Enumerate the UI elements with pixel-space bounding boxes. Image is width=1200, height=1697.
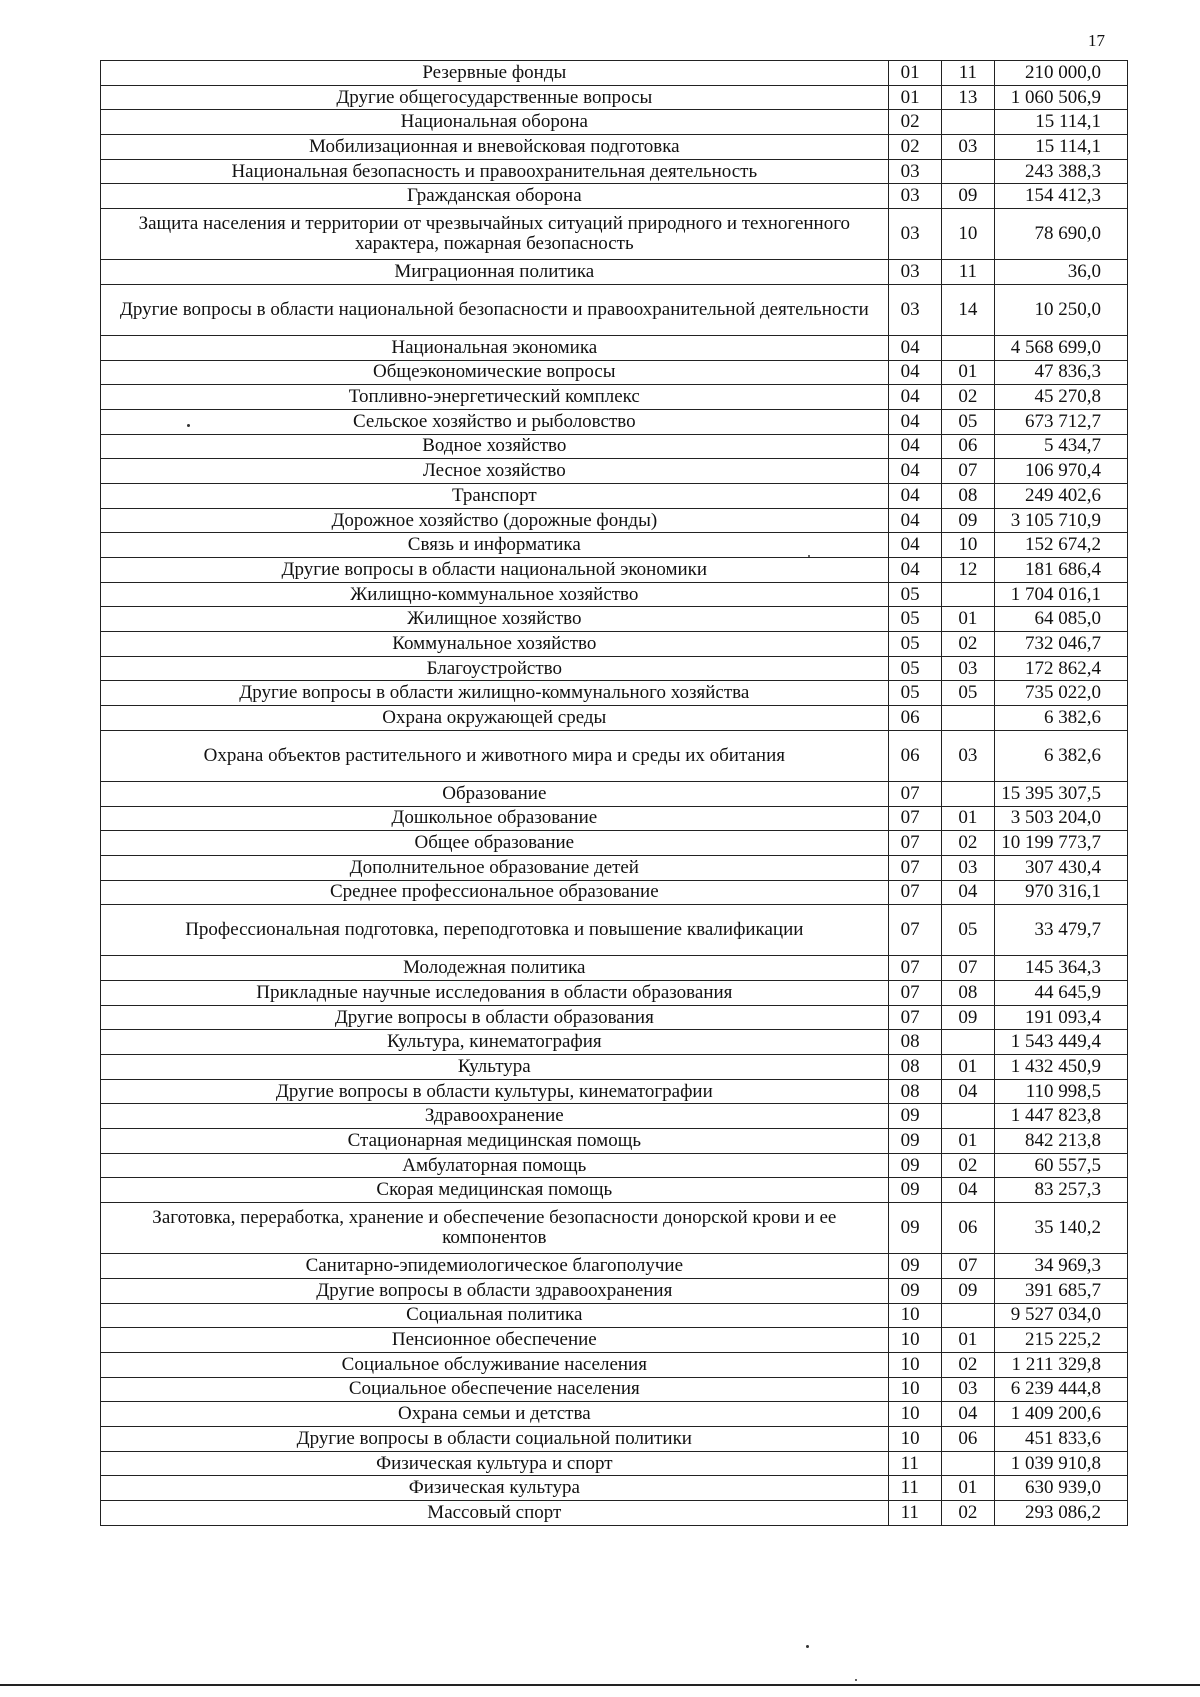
table-row: [101, 558, 1128, 583]
cell-name: Другие вопросы в области национальной экономики: [101, 558, 889, 583]
cell-amount: 10 199 773,7: [995, 831, 1128, 856]
cell-subsection: 01: [941, 806, 994, 831]
cell-name: Профессиональная подготовка, переподготовка и повышение квалификации: [101, 905, 889, 956]
cell-section: 03: [888, 159, 941, 184]
cell-subsection: [941, 1104, 994, 1129]
cell-section: 06: [888, 706, 941, 731]
cell-section: 08: [888, 1079, 941, 1104]
cell-subsection: 03: [941, 1377, 994, 1402]
table-row: [101, 956, 1128, 981]
cell-amount: 4 568 699,0: [995, 335, 1128, 360]
cell-section: 03: [888, 209, 941, 260]
cell-amount: 3 503 204,0: [995, 806, 1128, 831]
cell-section: 04: [888, 409, 941, 434]
cell-name: Массовый спорт: [101, 1501, 889, 1526]
cell-name: Связь и информатика: [101, 533, 889, 558]
cell-section: 05: [888, 632, 941, 657]
cell-section: 05: [888, 607, 941, 632]
cell-subsection: 08: [941, 980, 994, 1005]
table-row: [101, 980, 1128, 1005]
cell-section: 09: [888, 1104, 941, 1129]
table-row: [101, 385, 1128, 410]
table-row: [101, 1426, 1128, 1451]
cell-subsection: 02: [941, 831, 994, 856]
cell-subsection: 03: [941, 855, 994, 880]
cell-name: Гражданская оборона: [101, 184, 889, 209]
table-row: [101, 1352, 1128, 1377]
table-row: [101, 730, 1128, 781]
table-row: [101, 582, 1128, 607]
table-row: [101, 1005, 1128, 1030]
cell-subsection: 05: [941, 681, 994, 706]
table-row: [101, 1278, 1128, 1303]
cell-subsection: 07: [941, 1254, 994, 1279]
cell-amount: 45 270,8: [995, 385, 1128, 410]
cell-section: 04: [888, 335, 941, 360]
cell-amount: 145 364,3: [995, 956, 1128, 981]
cell-section: 04: [888, 459, 941, 484]
cell-amount: 106 970,4: [995, 459, 1128, 484]
table-row: [101, 1476, 1128, 1501]
cell-amount: 842 213,8: [995, 1129, 1128, 1154]
cell-name: Охрана окружающей среды: [101, 706, 889, 731]
cell-section: 02: [888, 110, 941, 135]
table-row: [101, 508, 1128, 533]
cell-name: Благоустройство: [101, 656, 889, 681]
cell-subsection: 01: [941, 607, 994, 632]
cell-amount: 3 105 710,9: [995, 508, 1128, 533]
cell-section: 11: [888, 1476, 941, 1501]
cell-section: 10: [888, 1377, 941, 1402]
cell-name: Дошкольное образование: [101, 806, 889, 831]
cell-section: 10: [888, 1303, 941, 1328]
cell-section: 04: [888, 533, 941, 558]
cell-name: Культура: [101, 1055, 889, 1080]
cell-amount: 1 039 910,8: [995, 1451, 1128, 1476]
cell-subsection: 05: [941, 905, 994, 956]
cell-amount: 6 239 444,8: [995, 1377, 1128, 1402]
cell-subsection: [941, 159, 994, 184]
cell-subsection: 04: [941, 880, 994, 905]
cell-subsection: 09: [941, 1005, 994, 1030]
cell-amount: 15 114,1: [995, 110, 1128, 135]
cell-section: 07: [888, 905, 941, 956]
cell-section: 09: [888, 1254, 941, 1279]
cell-section: 06: [888, 730, 941, 781]
cell-section: 04: [888, 508, 941, 533]
cell-name: Дорожное хозяйство (дорожные фонды): [101, 508, 889, 533]
cell-name: Резервные фонды: [101, 61, 889, 86]
cell-name: Транспорт: [101, 483, 889, 508]
cell-amount: 249 402,6: [995, 483, 1128, 508]
table-row: [101, 781, 1128, 806]
cell-amount: 1 447 823,8: [995, 1104, 1128, 1129]
cell-section: 05: [888, 656, 941, 681]
cell-name: Другие общегосударственные вопросы: [101, 85, 889, 110]
cell-amount: 210 000,0: [995, 61, 1128, 86]
cell-name: Охрана объектов растительного и животного мира и среды их обитания: [101, 730, 889, 781]
cell-name: Коммунальное хозяйство: [101, 632, 889, 657]
cell-name: Другие вопросы в области культуры, кинематографии: [101, 1079, 889, 1104]
cell-section: 07: [888, 980, 941, 1005]
cell-name: Стационарная медицинская помощь: [101, 1129, 889, 1154]
cell-name: Сельское хозяйство и рыболовство: [101, 409, 889, 434]
cell-section: 09: [888, 1278, 941, 1303]
table-row: [101, 1178, 1128, 1203]
cell-section: 04: [888, 360, 941, 385]
cell-amount: 1 704 016,1: [995, 582, 1128, 607]
table-row: [101, 159, 1128, 184]
cell-subsection: 14: [941, 284, 994, 335]
cell-name: Социальная политика: [101, 1303, 889, 1328]
cell-name: Национальная безопасность и правоохранительная деятельность: [101, 159, 889, 184]
cell-section: 01: [888, 61, 941, 86]
cell-name: Другие вопросы в области социальной политики: [101, 1426, 889, 1451]
cell-subsection: 01: [941, 1476, 994, 1501]
cell-amount: 64 085,0: [995, 607, 1128, 632]
cell-amount: 307 430,4: [995, 855, 1128, 880]
scan-speck: [806, 1645, 809, 1648]
table-row: [101, 409, 1128, 434]
table-row: [101, 184, 1128, 209]
cell-name: Молодежная политика: [101, 956, 889, 981]
cell-amount: 673 712,7: [995, 409, 1128, 434]
cell-subsection: 02: [941, 632, 994, 657]
cell-name: Пенсионное обеспечение: [101, 1328, 889, 1353]
cell-subsection: 01: [941, 1055, 994, 1080]
cell-subsection: [941, 781, 994, 806]
table-row: [101, 434, 1128, 459]
cell-amount: 9 527 034,0: [995, 1303, 1128, 1328]
cell-section: 10: [888, 1328, 941, 1353]
cell-subsection: 03: [941, 730, 994, 781]
cell-section: 08: [888, 1055, 941, 1080]
cell-subsection: 12: [941, 558, 994, 583]
cell-amount: 1 060 506,9: [995, 85, 1128, 110]
cell-subsection: 02: [941, 1501, 994, 1526]
cell-amount: 152 674,2: [995, 533, 1128, 558]
cell-amount: 6 382,6: [995, 706, 1128, 731]
cell-name: Лесное хозяйство: [101, 459, 889, 484]
table-row: [101, 1030, 1128, 1055]
cell-subsection: [941, 1030, 994, 1055]
cell-section: 09: [888, 1203, 941, 1254]
cell-subsection: [941, 582, 994, 607]
cell-subsection: 06: [941, 1203, 994, 1254]
table-row: [101, 1451, 1128, 1476]
table-row: [101, 1501, 1128, 1526]
cell-name: Топливно-энергетический комплекс: [101, 385, 889, 410]
cell-section: 10: [888, 1352, 941, 1377]
table-row: [101, 855, 1128, 880]
cell-subsection: 07: [941, 956, 994, 981]
cell-section: 04: [888, 434, 941, 459]
table-row: [101, 831, 1128, 856]
cell-name: Национальная экономика: [101, 335, 889, 360]
table-row: [101, 1303, 1128, 1328]
cell-name: Национальная оборона: [101, 110, 889, 135]
cell-subsection: 09: [941, 184, 994, 209]
cell-subsection: 07: [941, 459, 994, 484]
cell-section: 01: [888, 85, 941, 110]
cell-name: Дополнительное образование детей: [101, 855, 889, 880]
table-row: [101, 61, 1128, 86]
cell-name: Прикладные научные исследования в области образования: [101, 980, 889, 1005]
cell-name: Миграционная политика: [101, 260, 889, 285]
cell-name: Жилищно-коммунальное хозяйство: [101, 582, 889, 607]
cell-name: Среднее профессиональное образование: [101, 880, 889, 905]
cell-amount: 34 969,3: [995, 1254, 1128, 1279]
cell-amount: 35 140,2: [995, 1203, 1128, 1254]
cell-subsection: 08: [941, 483, 994, 508]
cell-subsection: 03: [941, 135, 994, 160]
table-row: [101, 656, 1128, 681]
table-row: [101, 1104, 1128, 1129]
cell-subsection: 01: [941, 1328, 994, 1353]
cell-section: 07: [888, 806, 941, 831]
table-row: [101, 905, 1128, 956]
cell-amount: 243 388,3: [995, 159, 1128, 184]
cell-name: Культура, кинематография: [101, 1030, 889, 1055]
cell-name: Охрана семьи и детства: [101, 1402, 889, 1427]
cell-subsection: 09: [941, 508, 994, 533]
cell-subsection: 04: [941, 1402, 994, 1427]
cell-name: Защита населения и территории от чрезвычайных ситуаций природного и техногенного характера, пожарная безопасность: [101, 209, 889, 260]
table-body: [101, 61, 1128, 1526]
cell-amount: 15 395 307,5: [995, 781, 1128, 806]
cell-amount: 1 543 449,4: [995, 1030, 1128, 1055]
cell-amount: 47 836,3: [995, 360, 1128, 385]
cell-name: Другие вопросы в области национальной безопасности и правоохранительной деятельности: [101, 284, 889, 335]
table-row: [101, 1203, 1128, 1254]
cell-amount: 970 316,1: [995, 880, 1128, 905]
cell-amount: 293 086,2: [995, 1501, 1128, 1526]
table-row: [101, 209, 1128, 260]
cell-subsection: [941, 110, 994, 135]
cell-subsection: 06: [941, 434, 994, 459]
cell-name: Санитарно-эпидемиологическое благополучие: [101, 1254, 889, 1279]
cell-amount: 10 250,0: [995, 284, 1128, 335]
table-row: [101, 1377, 1128, 1402]
table-row: [101, 681, 1128, 706]
cell-subsection: 02: [941, 385, 994, 410]
cell-amount: 78 690,0: [995, 209, 1128, 260]
cell-section: 02: [888, 135, 941, 160]
cell-amount: 391 685,7: [995, 1278, 1128, 1303]
cell-subsection: 10: [941, 209, 994, 260]
cell-section: 05: [888, 582, 941, 607]
cell-section: 09: [888, 1129, 941, 1154]
cell-subsection: 05: [941, 409, 994, 434]
table-row: [101, 806, 1128, 831]
cell-subsection: 11: [941, 61, 994, 86]
cell-name: Водное хозяйство: [101, 434, 889, 459]
scan-speck: [855, 1679, 857, 1681]
cell-name: Физическая культура и спорт: [101, 1451, 889, 1476]
budget-table: [100, 60, 1128, 1526]
cell-section: 04: [888, 483, 941, 508]
cell-section: 11: [888, 1501, 941, 1526]
cell-name: Общее образование: [101, 831, 889, 856]
table-row: [101, 85, 1128, 110]
cell-name: Другие вопросы в области здравоохранения: [101, 1278, 889, 1303]
cell-section: 10: [888, 1402, 941, 1427]
cell-subsection: [941, 335, 994, 360]
cell-subsection: 06: [941, 1426, 994, 1451]
cell-name: Социальное обеспечение населения: [101, 1377, 889, 1402]
cell-name: Другие вопросы в области жилищно-коммунального хозяйства: [101, 681, 889, 706]
cell-name: Физическая культура: [101, 1476, 889, 1501]
cell-name: Здравоохранение: [101, 1104, 889, 1129]
cell-subsection: 01: [941, 1129, 994, 1154]
cell-amount: 60 557,5: [995, 1153, 1128, 1178]
cell-subsection: 04: [941, 1079, 994, 1104]
cell-amount: 1 432 450,9: [995, 1055, 1128, 1080]
cell-subsection: 11: [941, 260, 994, 285]
table-row: [101, 335, 1128, 360]
cell-amount: 33 479,7: [995, 905, 1128, 956]
cell-subsection: 09: [941, 1278, 994, 1303]
cell-section: 03: [888, 260, 941, 285]
cell-amount: 5 434,7: [995, 434, 1128, 459]
cell-subsection: 02: [941, 1153, 994, 1178]
table-row: [101, 880, 1128, 905]
cell-section: 08: [888, 1030, 941, 1055]
table-row: [101, 632, 1128, 657]
cell-amount: 172 862,4: [995, 656, 1128, 681]
cell-section: 04: [888, 385, 941, 410]
cell-amount: 191 093,4: [995, 1005, 1128, 1030]
scan-edge-line: [0, 1684, 1200, 1686]
table-row: [101, 1129, 1128, 1154]
table-row: [101, 1254, 1128, 1279]
cell-amount: 15 114,1: [995, 135, 1128, 160]
cell-section: 07: [888, 831, 941, 856]
cell-amount: 36,0: [995, 260, 1128, 285]
cell-section: 07: [888, 956, 941, 981]
cell-subsection: 02: [941, 1352, 994, 1377]
cell-amount: 6 382,6: [995, 730, 1128, 781]
cell-amount: 215 225,2: [995, 1328, 1128, 1353]
table-row: [101, 360, 1128, 385]
table-row: [101, 533, 1128, 558]
table-row: [101, 284, 1128, 335]
cell-section: 10: [888, 1426, 941, 1451]
cell-section: 05: [888, 681, 941, 706]
cell-amount: 1 211 329,8: [995, 1352, 1128, 1377]
cell-section: 09: [888, 1178, 941, 1203]
cell-amount: 732 046,7: [995, 632, 1128, 657]
cell-section: 07: [888, 880, 941, 905]
scan-speck: [808, 555, 810, 557]
cell-subsection: 03: [941, 656, 994, 681]
cell-amount: 110 998,5: [995, 1079, 1128, 1104]
table-row: [101, 1079, 1128, 1104]
page-number: 17: [1088, 31, 1105, 50]
cell-name: Другие вопросы в области образования: [101, 1005, 889, 1030]
cell-section: 04: [888, 558, 941, 583]
cell-name: Амбулаторная помощь: [101, 1153, 889, 1178]
cell-name: Жилищное хозяйство: [101, 607, 889, 632]
cell-subsection: [941, 706, 994, 731]
cell-section: 11: [888, 1451, 941, 1476]
cell-section: 07: [888, 781, 941, 806]
cell-section: 09: [888, 1153, 941, 1178]
cell-name: Социальное обслуживание населения: [101, 1352, 889, 1377]
table-row: [101, 1328, 1128, 1353]
table-row: [101, 607, 1128, 632]
cell-amount: 44 645,9: [995, 980, 1128, 1005]
cell-amount: 630 939,0: [995, 1476, 1128, 1501]
cell-section: 07: [888, 855, 941, 880]
table-row: [101, 706, 1128, 731]
scan-speck: [187, 424, 190, 427]
table-row: [101, 1402, 1128, 1427]
table-row: [101, 260, 1128, 285]
table-row: [101, 483, 1128, 508]
cell-amount: 154 412,3: [995, 184, 1128, 209]
table-row: [101, 459, 1128, 484]
cell-amount: 83 257,3: [995, 1178, 1128, 1203]
cell-amount: 181 686,4: [995, 558, 1128, 583]
cell-subsection: 01: [941, 360, 994, 385]
cell-name: Образование: [101, 781, 889, 806]
cell-name: Заготовка, переработка, хранение и обеспечение безопасности донорской крови и ее компонентов: [101, 1203, 889, 1254]
cell-name: Скорая медицинская помощь: [101, 1178, 889, 1203]
cell-amount: 451 833,6: [995, 1426, 1128, 1451]
cell-amount: 735 022,0: [995, 681, 1128, 706]
cell-subsection: 04: [941, 1178, 994, 1203]
cell-name: Общеэкономические вопросы: [101, 360, 889, 385]
cell-subsection: 13: [941, 85, 994, 110]
table-row: [101, 1055, 1128, 1080]
cell-section: 07: [888, 1005, 941, 1030]
cell-section: 03: [888, 284, 941, 335]
cell-amount: 1 409 200,6: [995, 1402, 1128, 1427]
cell-subsection: [941, 1451, 994, 1476]
table-row: [101, 135, 1128, 160]
cell-section: 03: [888, 184, 941, 209]
cell-name: Мобилизационная и вневойсковая подготовка: [101, 135, 889, 160]
cell-subsection: [941, 1303, 994, 1328]
table-row: [101, 110, 1128, 135]
table-row: [101, 1153, 1128, 1178]
cell-subsection: 10: [941, 533, 994, 558]
